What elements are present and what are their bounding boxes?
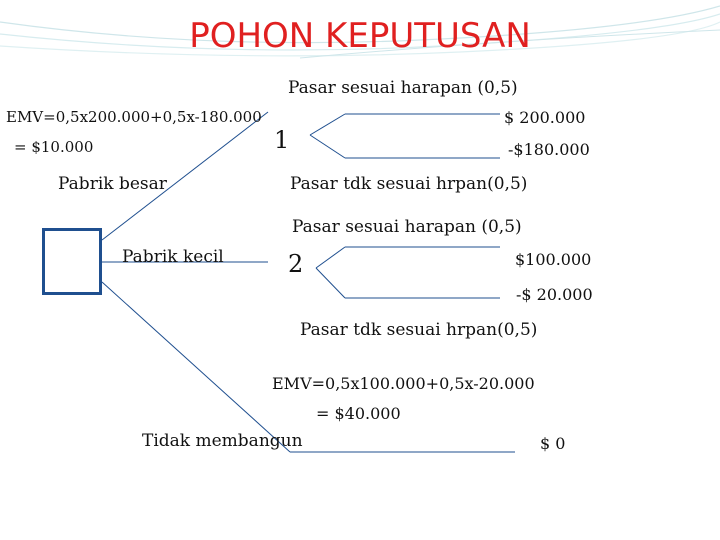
node2-bad-line-a bbox=[316, 268, 345, 298]
node1-emv-result: = $10.000 bbox=[14, 138, 94, 156]
node2-outcome-good: Pasar sesuai harapan (0,5) bbox=[292, 217, 522, 237]
node2-payoff-good: $100.000 bbox=[515, 250, 592, 269]
page-title: POHON KEPUTUSAN bbox=[189, 16, 531, 56]
node1-good-line-a bbox=[310, 114, 345, 135]
chance-node-2: 2 bbox=[288, 250, 304, 278]
node1-emv-formula: EMV=0,5x200.000+0,5x-180.000 bbox=[6, 108, 262, 126]
node1-bad-line-a bbox=[310, 135, 345, 158]
node2-emv-result: = $40.000 bbox=[316, 404, 401, 423]
node2-good-line-a bbox=[316, 247, 345, 268]
branch-line-tidak-membangun bbox=[102, 282, 290, 452]
no-build-payoff: $ 0 bbox=[540, 434, 566, 453]
node1-outcome-good: Pasar sesuai harapan (0,5) bbox=[288, 78, 518, 98]
node1-outcome-bad: Pasar tdk sesuai hrpan(0,5) bbox=[290, 174, 528, 194]
decision-node-box bbox=[42, 228, 102, 295]
chance-node-1: 1 bbox=[274, 126, 290, 154]
node1-payoff-good: $ 200.000 bbox=[504, 108, 586, 127]
node2-emv-formula: EMV=0,5x100.000+0,5x-20.000 bbox=[272, 374, 535, 393]
branch-label-pabrik-kecil: Pabrik kecil bbox=[122, 247, 224, 267]
node1-payoff-bad: -$180.000 bbox=[508, 140, 590, 159]
branch-label-tidak-membangun: Tidak membangun bbox=[142, 431, 303, 451]
node2-outcome-bad: Pasar tdk sesuai hrpan(0,5) bbox=[300, 320, 538, 340]
node2-payoff-bad: -$ 20.000 bbox=[516, 285, 593, 304]
branch-label-pabrik-besar: Pabrik besar bbox=[58, 174, 167, 194]
